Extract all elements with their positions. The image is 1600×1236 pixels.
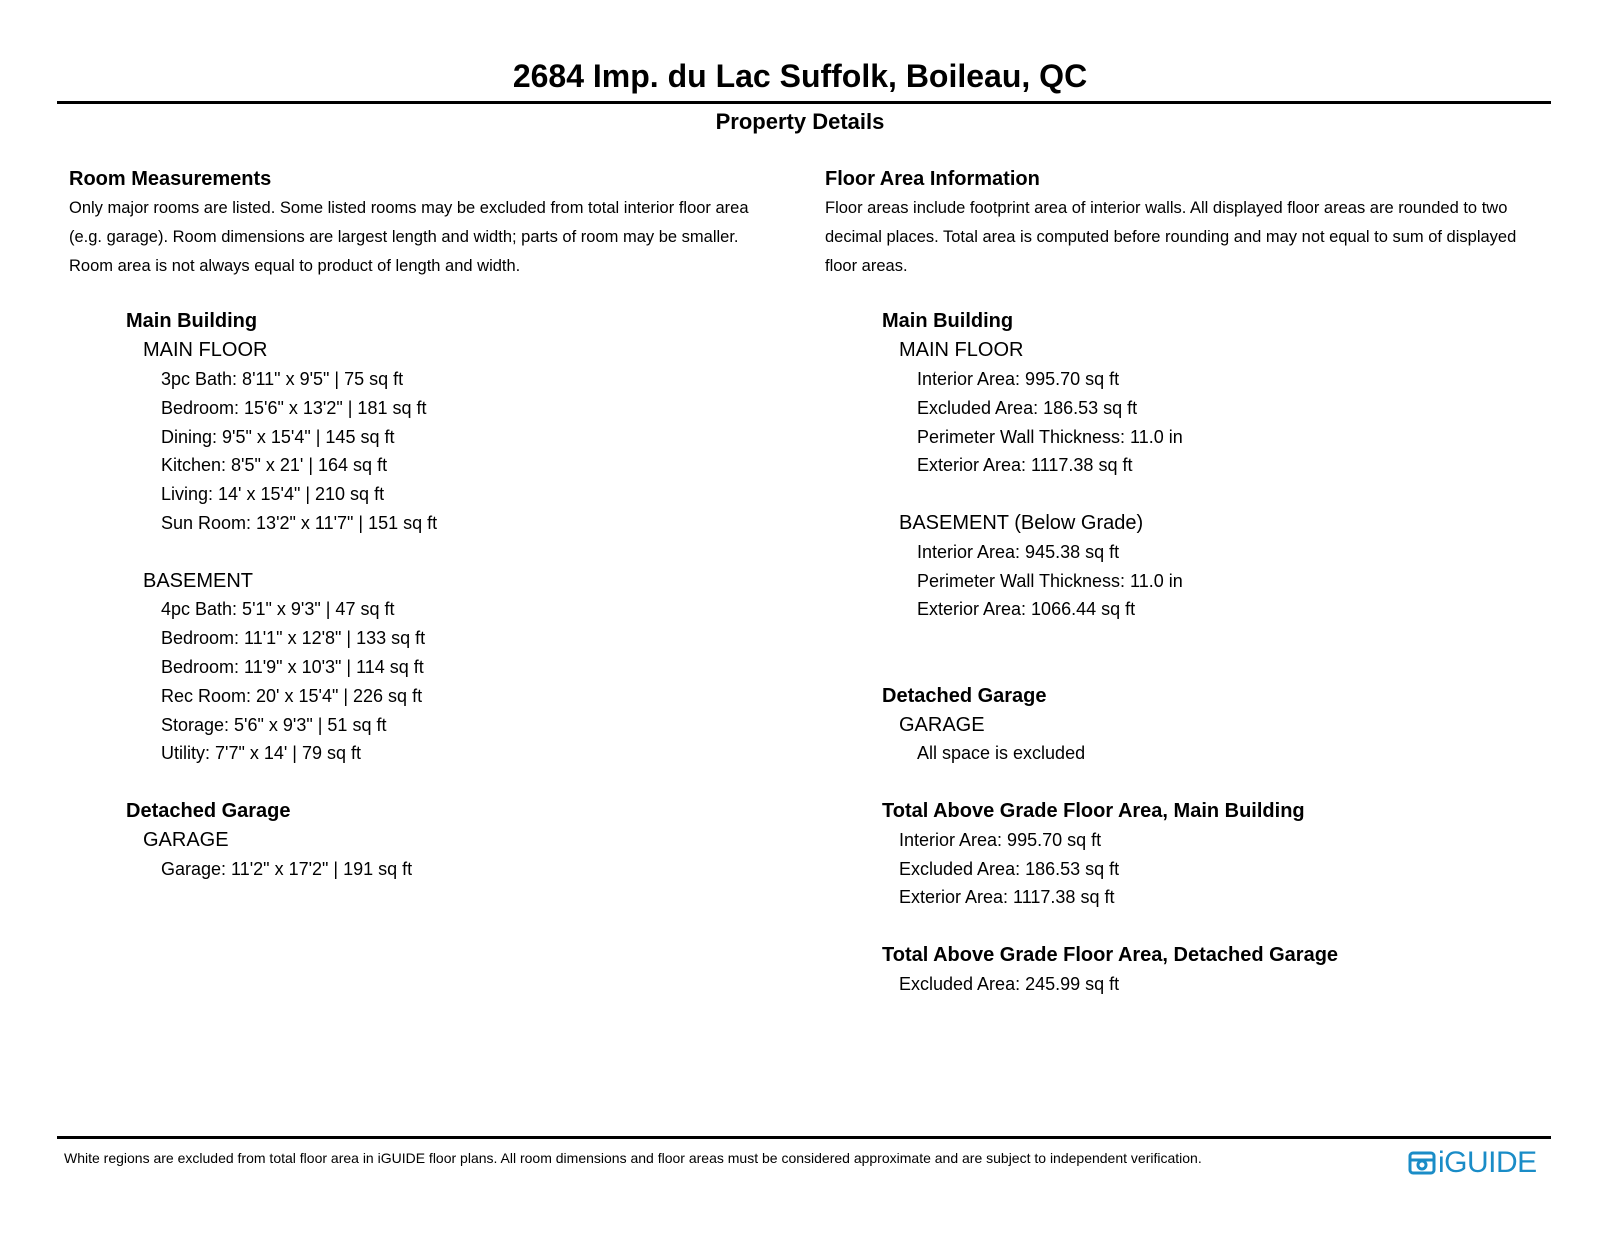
floor-area-section (825, 164, 1565, 999)
total-heading: Total Above Grade Floor Area, Detached Garage (882, 943, 1339, 966)
room-item: Kitchen: 8'5" x 21' | 164 sq ft (161, 455, 388, 476)
total-item: Excluded Area: 245.99 sq ft (899, 973, 1120, 994)
room-item: 3pc Bath: 8'11" x 9'5" | 75 sq ft (161, 368, 404, 389)
room-item: Utility: 7'7" x 14' | 79 sq ft (161, 743, 362, 764)
area-item: Perimeter Wall Thickness: 11.0 in (917, 426, 1183, 447)
description-line: Floor areas include footprint area of interior walls. All displayed floor areas are rounded to two (825, 199, 1508, 217)
section-title: Room Measurements (69, 168, 272, 190)
description-line: Only major rooms are listed. Some listed rooms may be excluded from total interior floor area (69, 199, 749, 217)
room-item: Rec Room: 20' x 15'4" | 226 sq ft (161, 685, 423, 706)
area-item: Excluded Area: 186.53 sq ft (917, 397, 1138, 418)
room-item: Sun Room: 13'2" x 11'7" | 151 sq ft (161, 512, 438, 533)
iguide-logo (1408, 1145, 1537, 1181)
building-heading: Main Building (882, 310, 1014, 333)
logo-text: iGUIDE (1438, 1146, 1537, 1179)
room-item: 4pc Bath: 5'1" x 9'3" | 47 sq ft (161, 599, 395, 620)
section-description (825, 194, 1565, 280)
section-title: Floor Area Information (825, 168, 1040, 190)
total-item: Exterior Area: 1117.38 sq ft (899, 887, 1115, 908)
area-item: Exterior Area: 1066.44 sq ft (917, 599, 1136, 620)
header-divider (57, 101, 1551, 104)
floor-heading: MAIN FLOOR (899, 339, 1024, 362)
description-line: decimal places. Total area is computed before rounding and may not equal to sum of displayed (825, 227, 1517, 246)
description-line: Room area is not always equal to product of length and width. (69, 256, 521, 275)
room-measurements-section (69, 164, 794, 883)
page-title: 2684 Imp. du Lac Suffolk, Boileau, QC (512, 58, 1088, 94)
room-item: Storage: 5'6" x 9'3" | 51 sq ft (161, 714, 387, 735)
room-item: Bedroom: 11'1" x 12'8" | 133 sq ft (161, 628, 426, 649)
section-description (69, 194, 794, 280)
page-subtitle: Property Details (715, 109, 885, 134)
room-item: Garage: 11'2" x 17'2" | 191 sq ft (161, 858, 413, 879)
description-line: (e.g. garage). Room dimensions are largest length and width; parts of room may be smaller. (69, 227, 739, 246)
building-heading: Detached Garage (882, 684, 1047, 707)
total-heading: Total Above Grade Floor Area, Main Building (882, 799, 1305, 822)
footer-disclaimer: White regions are excluded from total floor area in iGUIDE floor plans. All room dimensions and floor areas must be considered approximate and are subject to independent verification. (64, 1150, 1202, 1166)
floor-heading: MAIN FLOOR (143, 339, 268, 362)
area-item: Interior Area: 945.38 sq ft (917, 541, 1120, 562)
area-item: Interior Area: 995.70 sq ft (917, 368, 1120, 389)
room-item: Dining: 9'5" x 15'4" | 145 sq ft (161, 426, 395, 447)
floor-heading: BASEMENT (Below Grade) (899, 511, 1144, 534)
description-line: floor areas. (825, 256, 908, 275)
area-item: All space is excluded (917, 743, 1086, 764)
floor-heading: GARAGE (143, 828, 229, 851)
total-item: Interior Area: 995.70 sq ft (899, 829, 1102, 850)
area-item: Perimeter Wall Thickness: 11.0 in (917, 570, 1183, 591)
floor-heading: BASEMENT (143, 569, 254, 592)
building-heading: Main Building (126, 310, 258, 333)
area-item: Exterior Area: 1117.38 sq ft (917, 455, 1133, 476)
floor-heading: GARAGE (899, 713, 985, 736)
footer-divider (57, 1136, 1551, 1139)
total-item: Excluded Area: 186.53 sq ft (899, 858, 1120, 879)
room-item: Bedroom: 15'6" x 13'2" | 181 sq ft (161, 397, 427, 418)
room-item: Living: 14' x 15'4" | 210 sq ft (161, 484, 385, 505)
camera-icon (1408, 1150, 1436, 1176)
building-heading: Detached Garage (126, 799, 291, 822)
room-item: Bedroom: 11'9" x 10'3" | 114 sq ft (161, 656, 424, 677)
